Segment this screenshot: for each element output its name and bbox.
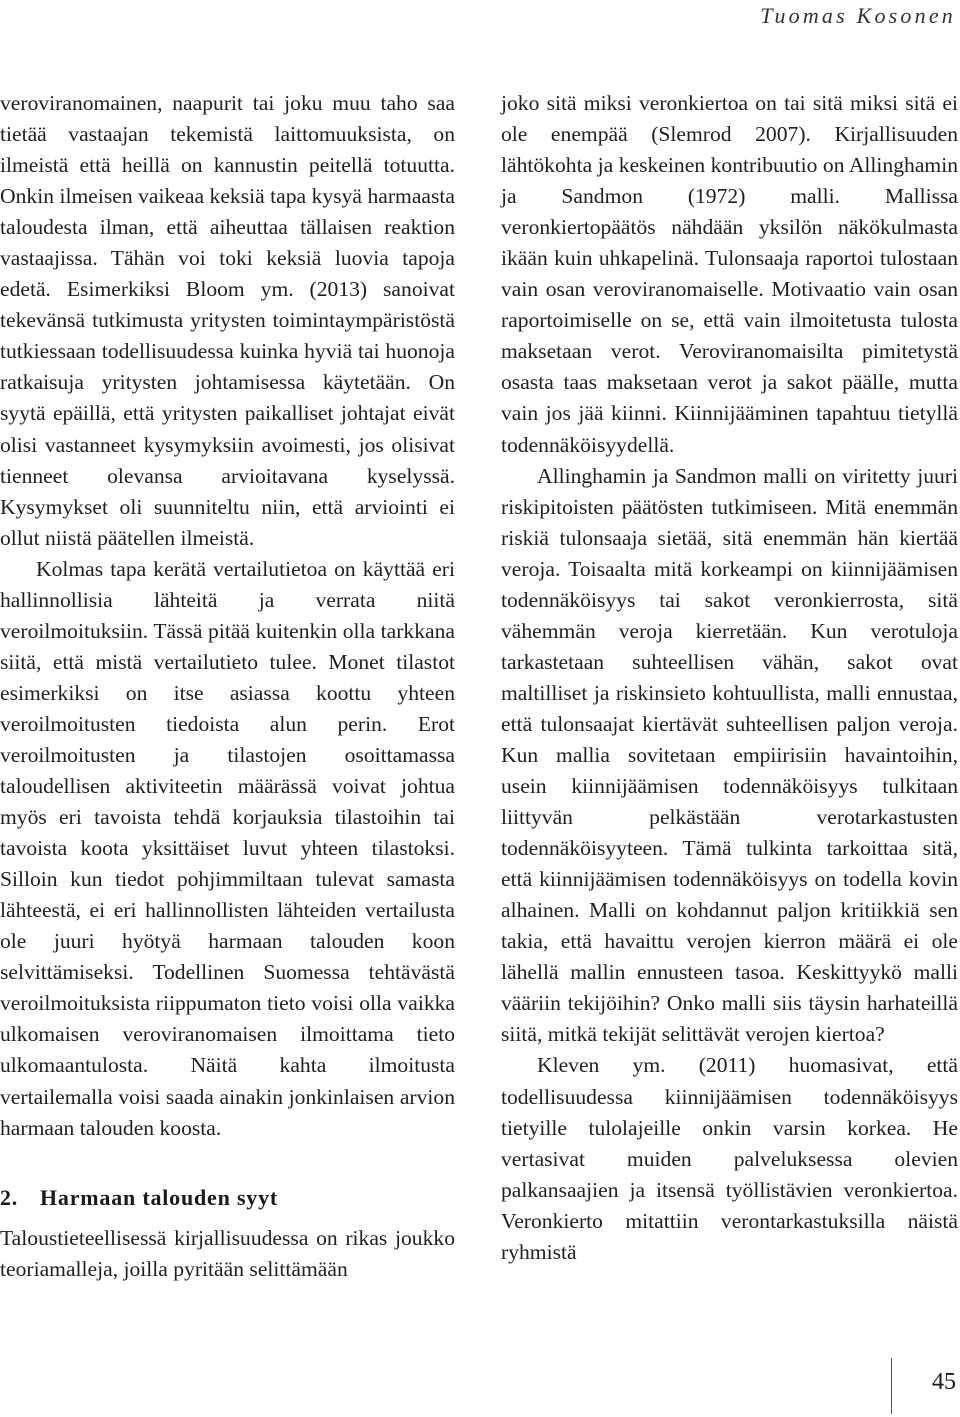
body-paragraph: veroviranomainen, naapurit tai joku muu taho saa tietää vastaajan tekemistä laittomuuksista, on ilmeistä että heillä on kannustin peitellä totuutta. Onkin ilmeisen vaikeaa keksiä tapa kysyä harmaasta taloudesta ilman, että aiheuttaa tällaisen reaktion vastaajissa. Tähän voi toki keksiä luovia tapoja edetä. Esimerkiksi Bloom ym. (2013) sanoivat tekevänsä tutkimusta yritysten toimintaympäristöstä tutkiessaan todellisuudessa kuinka hyviä tai huonoja ratkaisuja yritysten johtamisessa käytetään. On syytä epäillä, että yritysten paikalliset johtajat eivät olisi vastanneet kysymyksiin avoimesti, jos olisivat tienneet olevansa arvioitavana kyselyssä. Kysymykset oli suunniteltu niin, että arviointi ei ollut niistä päätellen ilmeistä. [0, 91, 455, 550]
running-header-author: Tuomas Kosonen [760, 3, 956, 28]
body-paragraph: Kleven ym. (2011) huomasivat, että todellisuudessa kiinnijäämisen todennäköisyys tietyille tulolajeille onkin varsin korkea. He vertasivat muiden palveluksessa olevien palkansaajien ja itsensä työllistävien veronkiertoa. Veronkierto mitattiin verontarkastuksilla näistä ryhmistä [501, 1053, 958, 1264]
page-number-divider [891, 1358, 892, 1414]
right-column [501, 88, 958, 1268]
section-number: 2. [0, 1184, 19, 1210]
body-paragraph: joko sitä miksi veronkiertoa on tai sitä miksi sitä ei ole enempää (Slemrod 2007). Kirjallisuuden lähtökohta ja keskeinen kontribuutio on Allinghamin ja Sandmon (1972) malli. Mallissa veronkiertopäätös nähdään yksilön näkökulmasta ikään kuin uhkapelinä. Tulonsaaja raportoi tulostaan vain osan veroviranomaiselle. Motivaatio vain osan raportoimiselle on se, että vain ilmoitetusta tulosta maksetaan verot. Veroviranomaisilta pimitetystä osasta taas maksetaan verot ja sakot päälle, mutta vain jos jää kiinni. Kiinnijääminen tapahtuu tietyllä todennäköisyydellä. [501, 91, 958, 457]
section-heading [0, 1182, 455, 1213]
left-column [0, 88, 455, 1285]
page-number: 45 [932, 1369, 956, 1395]
body-paragraph: Kolmas tapa kerätä vertailutietoa on käyttää eri hallinnollisia lähteitä ja verrata niitä veroilmoituksiin. Tässä pitää kuitenkin olla tarkkana siitä, että mistä vertailutieto tulee. Monet tilastot esimerkiksi on itse asiassa koottu yhteen veroilmoitusten tiedoista alun perin. Erot veroilmoitusten ja tilastojen osoittamassa taloudellisen aktiviteetin määrässä voivat johtua myös eri tavoista tehdä korjauksia tilastoihin tai tavoista koota yksittäiset luvut yhteen tilastoksi. Silloin kun tiedot pohjimmiltaan tulevat samasta lähteestä, ei eri hallinnollisten lähteiden vertailusta ole juuri hyötyä harmaan talouden koon selvittämiseksi. Todellinen Suomessa tehtävästä veroilmoituksista riippumaton tieto voisi olla vaikka ulkomaisen veroviranomaisen ilmoittama tieto ulkomaantulosta. Näitä kahta ilmoitusta vertailemalla voisi saada ainakin jonkinlaisen arvion harmaan talouden koosta. [0, 556, 455, 1140]
body-paragraph: Taloustieteellisessä kirjallisuudessa on rikas joukko teoriamalleja, joilla pyritään selittämään [0, 1225, 455, 1281]
body-paragraph: Allinghamin ja Sandmon malli on viritetty juuri riskipitoisten päätösten tutkimiseen. Mitä enemmän riskiä tulonsaaja sietää, sitä enemmän hän kiertää veroja. Toisaalta mitä korkeampi on kiinnijäämisen todennäköisyys tai sakot veronkierrosta, sitä vähemmän veroja kierretään. Kun verotuloja tarkastetaan suhteellisen vähän, sakot ovat maltilliset ja riskinsieto kohtuullista, malli ennustaa, että tulonsaajat kiertävät suhteellisen paljon veroja. Kun mallia sovitetaan empiirisiin havaintoihin, usein kiinnijäämisen todennäköisyys tulkitaan liittyvän pelkästään verotarkastusten todennäköisyyteen. Tämä tulkinta tarkoittaa sitä, että kiinnijäämisen todennäköisyys on todella kovin alhainen. Malli on kohdannut paljon kritiikkiä sen takia, että havaittu verojen kierron määrä ei ole lähellä mallin ennusteen tasoa. Keskittyykö malli vääriin tekijöihin? Onko malli siis täysin harhateillä siitä, mitkä tekijät selittävät verojen kiertoa? [501, 463, 958, 1047]
section-title: Harmaan talouden syyt [40, 1184, 279, 1210]
